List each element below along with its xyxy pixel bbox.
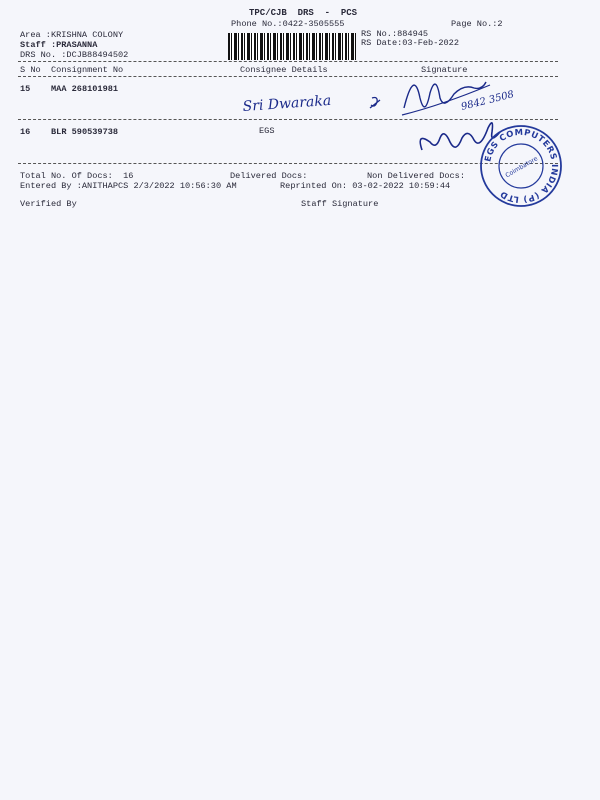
phone-number: Phone No.:0422-3505555 (231, 19, 345, 29)
delivered-docs: Delivered Docs: (230, 171, 308, 181)
verified-by: Verified By (20, 199, 77, 209)
handwritten-consignee: Sri Dwaraka (242, 92, 332, 115)
col-signature: Signature (421, 65, 468, 75)
staff-label: Staff :PRASANNA (20, 40, 98, 50)
row-sno: 15 (20, 84, 31, 94)
area-label: Area :KRISHNA COLONY (20, 30, 124, 40)
handwritten-number: 9842 3508 (460, 89, 516, 113)
stamp-center-text: Coimbatore (504, 155, 540, 180)
doc-title: TPC/CJB DRS - PCS (249, 8, 358, 18)
stamp-ring-text: EGS COMPUTERS INDIA (P) LTD (482, 126, 561, 206)
rs-date: RS Date:03-Feb-2022 (361, 38, 459, 48)
row-consignment-no: MAA 268101981 (51, 84, 119, 94)
col-sno: S No (20, 65, 41, 75)
drs-number: DRS No. :DCJB88494502 (20, 50, 129, 60)
company-stamp (478, 123, 564, 209)
page-number: Page No.:2 (451, 19, 503, 29)
rs-number: RS No.:884945 (361, 29, 429, 39)
non-delivered-docs: Non Delivered Docs: (367, 171, 465, 181)
row-consignee: EGS (259, 126, 275, 136)
row-consignment-no: BLR 590539738 (51, 127, 119, 137)
row-sno: 16 (20, 127, 31, 137)
col-consignee: Consignee Details (240, 65, 328, 75)
entered-by: Entered By :ANITHAPCS 2/3/2022 10:56:30 AM (20, 181, 237, 191)
total-docs: Total No. Of Docs: 16 (20, 171, 134, 181)
staff-signature-label: Staff Signature (301, 199, 379, 209)
col-consignment: Consignment No (51, 65, 124, 75)
reprinted-on: Reprinted On: 03-02-2022 10:59:44 (280, 181, 451, 191)
handwritten-ampersand (370, 98, 380, 109)
